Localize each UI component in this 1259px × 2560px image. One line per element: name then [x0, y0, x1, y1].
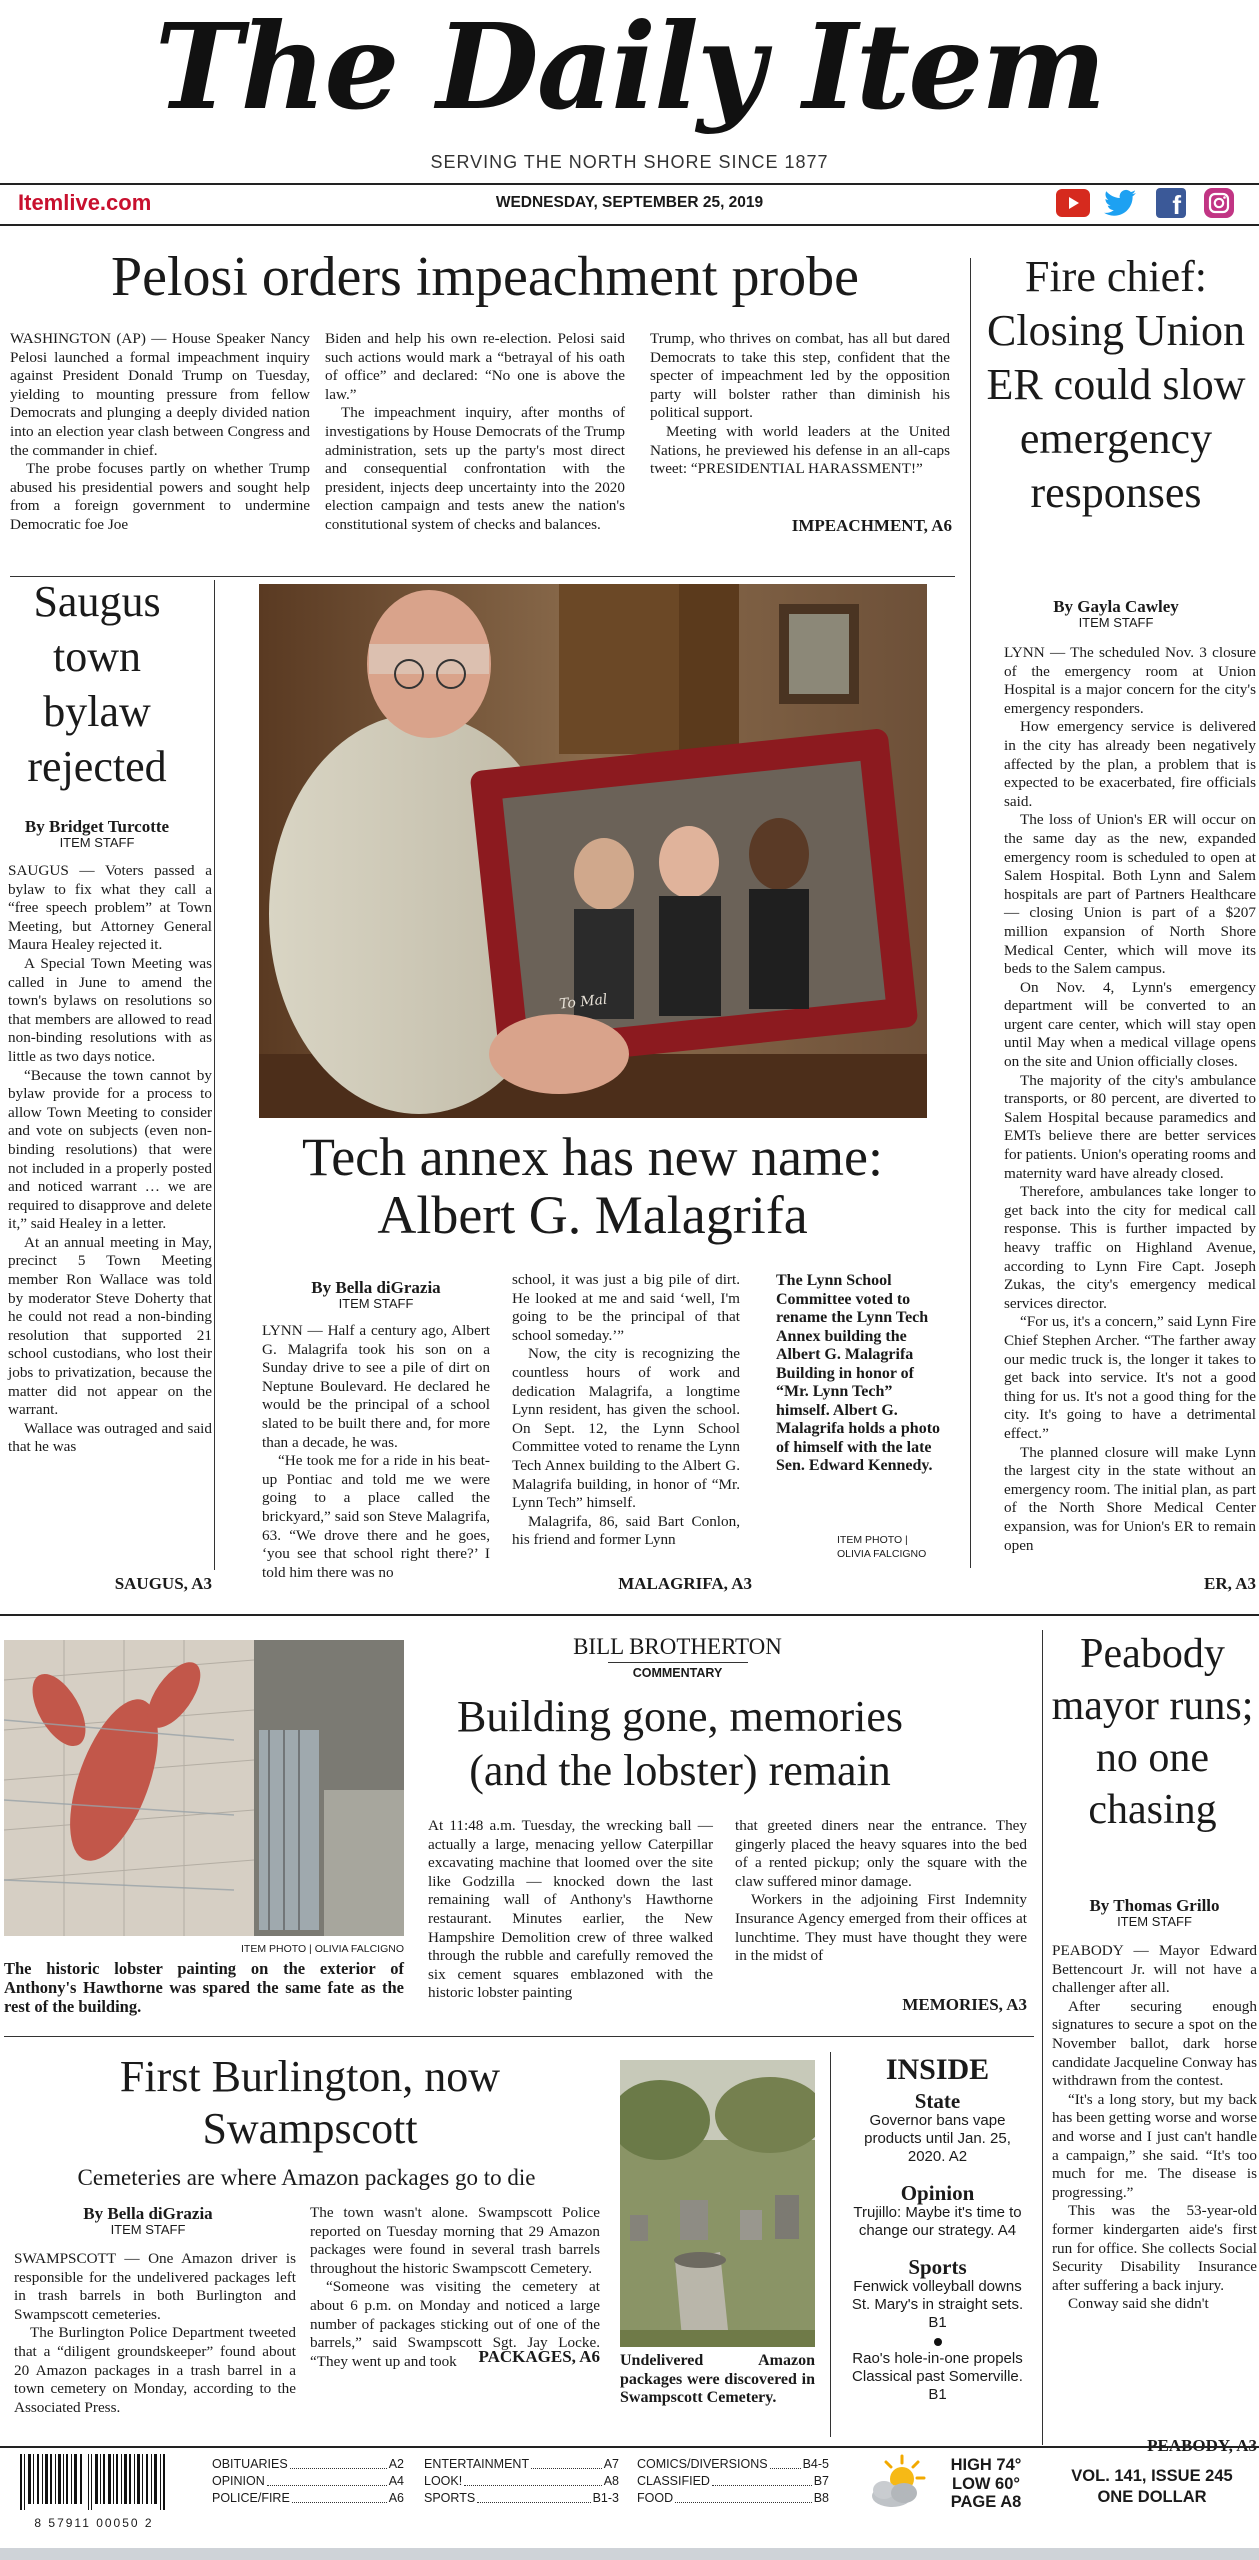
burlington-column-1: [14, 2250, 296, 2417]
paragraph: Biden and help his own re-election. Pelosi said such actions would mark a “betrayal of his oath of office” and declared: “No one is above the law.”: [325, 330, 625, 403]
barcode: [14, 2454, 174, 2530]
saugus-jump[interactable]: SAUGUS, A3: [114, 1574, 212, 1593]
inside-item-heading: Sports: [908, 2255, 967, 2279]
paragraph: LYNN — Half a century ago, Albert G. Malagrifa took his son on a Sunday drive to see a pile of dirt on Neptune Boulevard. He declared he would be the principal of a school slated to be built there and, for more than a decade, he was.: [262, 1322, 490, 1451]
index-row[interactable]: FOOD B8: [637, 2491, 829, 2505]
fire-headline[interactable]: Fire chief: Closing Union ER could slow emergency responses: [986, 252, 1246, 517]
paragraph: “He took me for a ride in his beat-up Pontiac and told me we were going to a place called the brickyard,” said son Steve Malagrifa, 63. “We drove there and he goes, ‘you see that school right there?’ I told him there was no: [262, 1452, 490, 1581]
site-link[interactable]: Itemlive.com: [18, 190, 152, 215]
lead-headline[interactable]: Pelosi orders impeachment probe: [110, 246, 859, 308]
barcode-digits: 8 57911 00050 2: [34, 2516, 154, 2530]
social-icons: [1052, 186, 1252, 220]
paragraph: Trump, who thrives on combat, has all but dared Democrats to take this step, confident that the specter of impeachment led by the opposition party will bolster rather than diminish his political support.: [650, 330, 950, 422]
paragraph: How emergency service is delivered in the city has already been negatively affected by the plan, a problem that is expected to be exacerbated, fire officials said.: [1004, 718, 1256, 810]
peabody-headline[interactable]: Peabody mayor runs; no one chasing: [1051, 1631, 1254, 1833]
index-column-2: [424, 2456, 619, 2507]
paragraph: Meeting with world leaders at the United Nations, he previewed his defense in an all-caps tweet: “PRESIDENTIAL HARASSMENT!”: [650, 422, 950, 478]
paragraph: “For us, it's a concern,” said Lynn Fire Chief Stephen Archer. “The farther away our medic truck is, the longer it takes to get back into service. It's not a good thing for us. It's not a good thing for the city. It's going to have a detrimental effect.”: [1004, 1313, 1256, 1442]
facebook-icon[interactable]: f: [1156, 188, 1186, 218]
paragraph: WASHINGTON (AP) — House Speaker Nancy Pelosi launched a formal impeachment inquiry against President Donald Trump on Tuesday, yielding to mounting pressure from fellow Democrats and plunging a deeply divided nation into an election year clash between Congress and the commander in chief.: [10, 330, 310, 459]
paragraph: “Because the town cannot by bylaw provide for a process to allow Town Meeting to consider and vote on subjects (even non-binding resolutions) that were not included in a properly posted and noticed warrant … we are required to disapprove and delete it,” said Healey in a letter.: [8, 1066, 212, 1233]
weather-high: HIGH 74°: [950, 2456, 1022, 2474]
index-row[interactable]: OBITUARIES A2: [212, 2457, 404, 2471]
lobster-caption: The historic lobster painting on the exterior of Anthony's Hawthorne was spared the same fate as the rest of the building.: [4, 1959, 404, 2016]
paragraph: This was the 53-year-old former kindergarten aide's first run for office. She collects Social Security Disability Insurance after suffering a back injury.: [1052, 2202, 1257, 2294]
paragraph: SAUGUS — Voters passed a bylaw to fix what they call a “free speech problem” at Town Meeting, but Attorney General Maura Healey rejected it.: [8, 862, 212, 954]
paragraph: PEABODY — Mayor Edward Bettencourt Jr. will not have a challenger after all.: [1052, 1942, 1257, 1997]
section-rule: [0, 1614, 1259, 1616]
index-row[interactable]: ENTERTAINMENT A7: [424, 2457, 619, 2471]
saugus-byline: By Bridget Turcotte: [24, 817, 170, 836]
peabody-rule: [1042, 1630, 1043, 2445]
columnist-name: BILL BROTHERTON: [573, 1634, 782, 1659]
paragraph: The planned closure will make Lynn the largest city in the state without an emergency room. The initial plan, as part of the North Shore Medical Center expansion, was for Union's ER to remain open: [1004, 1443, 1256, 1554]
burlington-subhead: Cemeteries are where Amazon packages go to die: [77, 2165, 536, 2190]
tech-column-1: [262, 1322, 490, 1582]
index-row[interactable]: POLICE/FIRE A6: [212, 2491, 404, 2505]
fire-jump[interactable]: ER, A3: [1204, 1574, 1256, 1593]
burlington-byline: By Bella diGrazia: [83, 2204, 213, 2223]
masthead-tagline: SERVING THE NORTH SHORE SINCE 1877: [430, 152, 829, 172]
inside-box: [840, 2052, 1035, 2442]
paragraph: The loss of Union's ER will occur on the same day as the new, expanded emergency room is scheduled to open at Salem Hospital. Both Lynn and Salem hospitals are part of Partners Healthcare — closing Union is part of a $207 million expansion of North Shore Medical Center, which will move its beds to the Salem campus.: [1004, 811, 1256, 978]
lobster-column-2: [735, 1817, 1027, 1966]
saugus-rule: [214, 580, 215, 1570]
paragraph: On Nov. 4, Lynn's emergency department will be converted to an urgent care center, which will stay open until May when a medical village opens on the site and Union officially closes.: [1004, 978, 1256, 1071]
index-row[interactable]: SPORTS B1-3: [424, 2491, 619, 2505]
inside-item[interactable]: [840, 2090, 1035, 2166]
lead-column-2: [325, 330, 625, 535]
lead-jump[interactable]: IMPEACHMENT, A6: [791, 516, 952, 535]
paragraph: that greeted diners near the entrance. They gingerly placed the heavy squares into the bed of a rented pickup; only the square with the claw suffered minor damage.: [735, 1817, 1027, 1890]
index-column-1: [212, 2456, 404, 2507]
inside-item-text: Governor bans vape products until Jan. 25, 2020. A2: [864, 2112, 1011, 2165]
paragraph: Malagrifa, 86, said Bart Conlon, his friend and former Lynn: [512, 1512, 740, 1549]
inside-item-text: Rao's hole-in-one propels Classical past Somerville. B1: [852, 2350, 1023, 2403]
burlington-headline[interactable]: First Burlington, now Swampscott: [119, 2052, 501, 2153]
paragraph: The majority of the city's ambulance transports, or 80 percent, are diverted to Salem Hospital because paramedics and EMTs believe there are better services for patients. Union's operating rooms and maternity ward have already closed.: [1004, 1071, 1256, 1182]
weather-low: LOW 60°: [951, 2474, 1021, 2493]
tech-headline[interactable]: Tech annex has new name: Albert G. Malagrifa: [302, 1127, 883, 1245]
bottom-band: [0, 2548, 1259, 2560]
tech-photo-credit: ITEM PHOTO | OLIVIA FALCIGNO: [837, 1534, 927, 1560]
tech-byline: By Bella diGrazia: [311, 1278, 441, 1297]
twitter-icon[interactable]: [1104, 187, 1138, 219]
issue-date: WEDNESDAY, SEPTEMBER 25, 2019: [495, 194, 764, 211]
index-row[interactable]: LOOK! A8: [424, 2474, 619, 2488]
paragraph: Now, the city is recognizing the countless hours of work and dedication Malagrifa, a longtime Lynn resident, has given the school. On Sept. 12, the Lynn School Committee voted to rename the Lynn Tech Annex building to the Albert G. Malagrifa building, in honor of “Mr. Lynn Tech” himself.: [512, 1345, 740, 1512]
paragraph: The town wasn't alone. Swampscott Police reported on Tuesday morning that 29 Amazon packages were found in several trash barrels throughout the historic Swampscott Cemetery.: [310, 2204, 600, 2277]
inside-item[interactable]: [840, 2350, 1035, 2404]
instagram-icon[interactable]: [1204, 188, 1234, 218]
paragraph: Conway said she didn't: [1068, 2295, 1209, 2313]
inside-title: INSIDE: [885, 2053, 990, 2086]
cemetery-caption: Undelivered Amazon packages were discovered in Swampscott Cemetery.: [620, 2352, 815, 2406]
bullet-divider: [934, 2338, 942, 2346]
paragraph: SWAMPSCOTT — One Amazon driver is responsible for the undelivered packages left in trash barrels in both Burlington and Swampscott cemeteries.: [14, 2250, 296, 2323]
paragraph: Workers in the adjoining First Indemnity Insurance Agency emerged from their offices at lunchtime. They must have thought they were in the midst of: [735, 1891, 1027, 1965]
peabody-byline-role: ITEM STAFF: [1117, 1914, 1192, 1929]
tech-caption: The Lynn School Committee voted to rename the Lynn Tech Annex building the Albert G. Malagrifa Building in honor of “Mr. Lynn Tech” himself. Albert G. Malagrifa holds a photo of himself with the late Sen. Edward Kennedy.: [776, 1272, 941, 1474]
burlington-rule: [4, 2036, 1034, 2037]
columnist-rule: [608, 1662, 748, 1663]
paragraph: After securing enough signatures to secure a spot on the November ballot, dark horse candidate Jacqueline Conway has withdrawn from the contest.: [1052, 1997, 1257, 2090]
peabody-body: [1052, 1942, 1257, 2314]
tech-byline-role: ITEM STAFF: [338, 1296, 414, 1311]
paragraph: The Burlington Police Department tweeted that a “diligent groundskeeper” found about 20 Amazon packages in a trash barrel in a town cemetery on Monday, according to the Associated Press.: [14, 2324, 296, 2416]
saugus-body: [8, 862, 212, 1457]
inside-item[interactable]: [840, 2182, 1035, 2240]
peabody-byline: By Thomas Grillo: [1089, 1896, 1220, 1915]
lobster-column-1: [428, 1817, 713, 2003]
inside-item-text: Trujillo: Maybe it's time to change our strategy. A4: [853, 2204, 1022, 2239]
right-column-rule: [970, 258, 971, 1568]
paragraph: At an annual meeting in May, precinct 5 Town Meeting member Ron Wallace was told by moderator Steve Doherty that he could not read a non-binding resolution that supported 21 school custodians, who lost their jobs to privatization, because the matter did not appear on the warrant.: [8, 1233, 212, 1419]
inside-item-heading: State: [914, 2089, 961, 2113]
lobster-photo-credit: ITEM PHOTO | OLIVIA FALCIGNO: [241, 1943, 404, 1955]
paragraph: LYNN — The scheduled Nov. 3 closure of the emergency room at Union Hospital is a major concern for the city's emergency responders.: [1004, 644, 1256, 717]
index-row[interactable]: OPINION A4: [212, 2474, 404, 2488]
lobster-photo: [4, 1640, 404, 1936]
lead-column-3: [650, 330, 950, 479]
photo-inscription: To Mal: [558, 991, 609, 1013]
paragraph: The probe focuses partly on whether Trump abused his presidential powers and sought help from a foreign government to undermine Democratic foe Joe: [10, 460, 310, 533]
index-row[interactable]: COMICS/DIVERSIONS B4-5: [637, 2457, 829, 2471]
inside-rule: [830, 2052, 831, 2437]
weather-readout: [936, 2456, 1036, 2512]
masthead-rule-bottom: [0, 224, 1259, 226]
lobster-jump[interactable]: MEMORIES, A3: [902, 1995, 1027, 2014]
inside-item[interactable]: [840, 2256, 1035, 2332]
saugus-byline-role: ITEM STAFF: [59, 835, 135, 850]
paragraph: school, it was just a big pile of dirt. He looked at me and said ‘well, I'm going to be the principal of that school someday.’”: [512, 1271, 740, 1344]
paragraph: The impeachment inquiry, after months of investigations by House Democrats of the Trump administration, sets up the party's most direct and consequential confrontation with the president, injects deep uncertainty into the 2020 election campaign and tests anew the nation's constitutional system of checks and balances.: [325, 404, 625, 533]
volume-issue: VOL. 141, ISSUE 245: [1071, 2467, 1233, 2485]
masthead-rule-top: [0, 183, 1259, 185]
fire-byline-role: ITEM STAFF: [1078, 615, 1154, 630]
lead-column-1: [10, 330, 310, 535]
fire-body: [1004, 644, 1256, 1555]
paragraph: At 11:48 a.m. Tuesday, the wrecking ball — actually a large, menacing yellow Caterpillar excavating machine that loomed over the site like Godzilla — knocked down the last remaining wall of Anthony's Hawthorne restaurant. Minutes earlier, the New Hampshire Demolition crew of three walked through the rubble and carefully removed the six cement squares emblazoned with the historic lobster painting: [428, 1817, 713, 2002]
inside-item-text: Fenwick volleyball downs St. Mary's in straight sets. B1: [851, 2278, 1024, 2331]
youtube-icon[interactable]: [1056, 189, 1090, 217]
tech-column-2: [512, 1271, 740, 1550]
paragraph: Wallace was outraged and said that he was: [8, 1419, 212, 1456]
barcode-bars: [14, 2454, 174, 2510]
fire-byline: By Gayla Cawley: [1053, 597, 1179, 616]
price: ONE DOLLAR: [1097, 2488, 1207, 2506]
weather-icon: [866, 2452, 930, 2516]
burlington-jump[interactable]: PACKAGES, A6: [478, 2347, 600, 2366]
paragraph: “Someone was visiting the cemetery at about 6 p.m. on Monday and noticed a large number of packages sticking out of one of the barrels,” said Swampscott Sgt. Jay Locke. “They went up and took: [310, 2278, 600, 2370]
tech-jump[interactable]: MALAGRIFA, A3: [618, 1574, 752, 1593]
saugus-headline[interactable]: Saugus town bylaw rejected: [27, 577, 167, 791]
paragraph: A Special Town Meeting was called in June to amend the town's bylaws on resolutions so that members are allowed to read non-binding resolutions with as little as two days notice.: [8, 954, 212, 1065]
index-row[interactable]: CLASSIFIED B7: [637, 2474, 829, 2488]
burlington-byline-role: ITEM STAFF: [110, 2222, 186, 2237]
malagrifa-photo: [259, 584, 927, 1118]
inside-item-heading: Opinion: [900, 2181, 975, 2205]
weather-page[interactable]: PAGE A8: [950, 2493, 1022, 2511]
issue-info: [1052, 2466, 1252, 2508]
lobster-headline[interactable]: Building gone, memories (and the lobster) remain: [456, 1692, 904, 1795]
index-column-3: [637, 2456, 829, 2507]
paragraph: Therefore, ambulances take longer to get back into the city for medical call response. This is further impacted by heavy traffic on Highland Avenue, according to Lynn Fire Capt. Joseph Zukas, the city's emergency medical services director.: [1004, 1183, 1256, 1312]
footer-rule: [0, 2446, 1259, 2448]
masthead-title: The Daily Item: [154, 0, 1105, 136]
paragraph: “It's a long story, but my back has been getting worse and worse and worse and I just can't handle a campaign,” she said. “It's too much for me. The disease is progressing.”: [1052, 2090, 1257, 2201]
cemetery-photo: [620, 2060, 815, 2347]
column-kicker: COMMENTARY: [632, 1666, 723, 1680]
